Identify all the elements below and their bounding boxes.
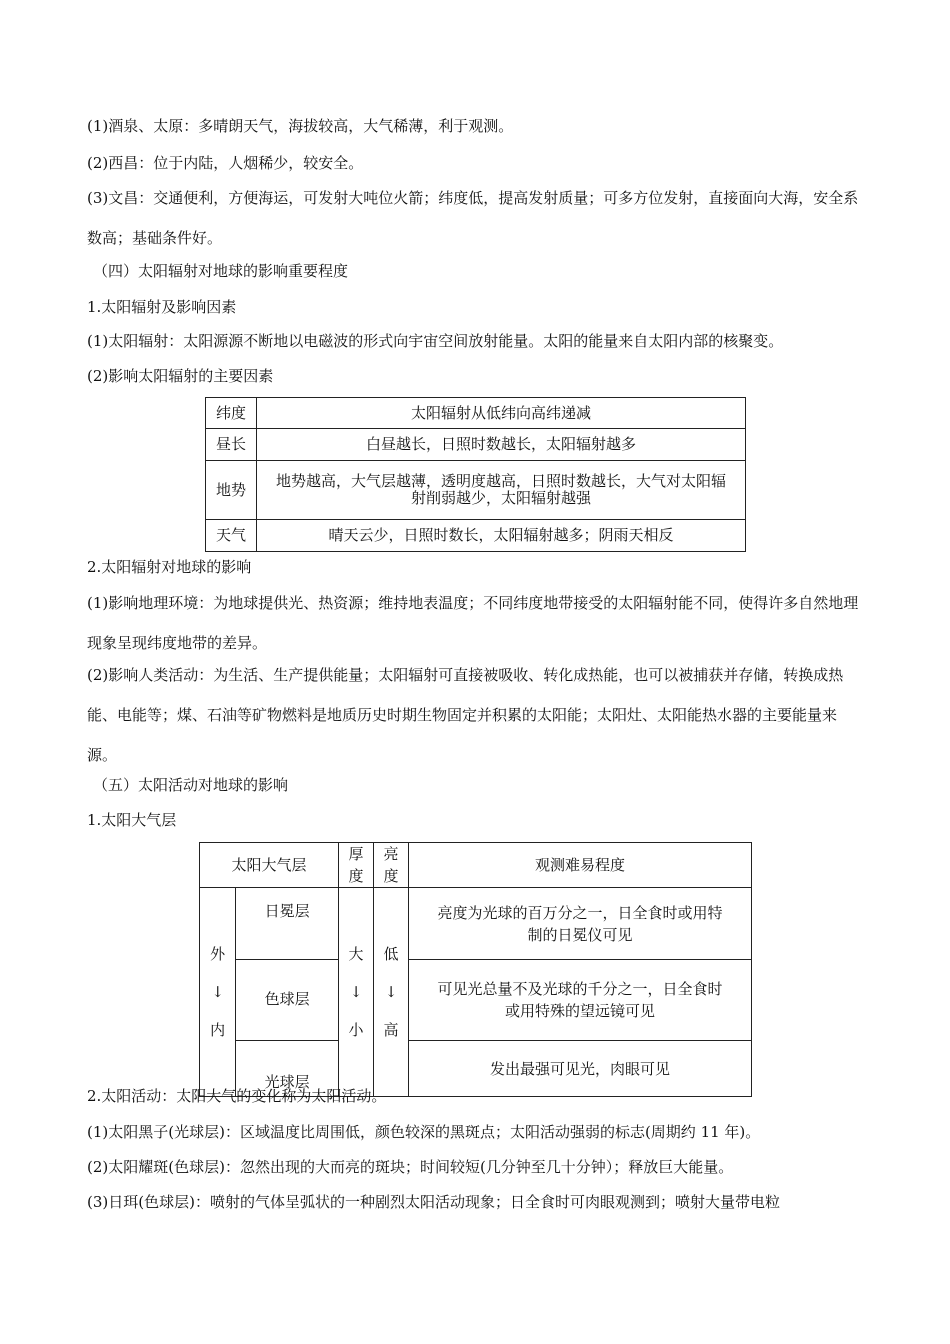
header-observation: 观测难易程度 (409, 843, 752, 888)
down-arrow-icon: ↓ (211, 983, 224, 1001)
table-row (200, 960, 752, 1041)
flare-text: (2)太阳耀斑(色球层)：忽然出现的大而亮的斑块；时间较短(几分钟至几十分钟）；释放巨大能量。 (87, 1158, 734, 1176)
section-4-heading: （四）太阳辐射对地球的影响重要程度 (93, 262, 349, 280)
table-row (206, 398, 746, 429)
thickness-small: 小 (348, 1021, 364, 1039)
para-jiuquan: (1)酒泉、太原：多晴朗天气，海拔较高，大气稀薄，利于观测。 (87, 117, 514, 135)
section-5-heading: （五）太阳活动对地球的影响 (93, 776, 289, 794)
header-brightness: 亮度 (374, 843, 409, 888)
radiation-heading: 1.太阳辐射及影响因素 (87, 298, 237, 316)
brightness-column (374, 888, 409, 1097)
direction-outer: 外 (210, 945, 226, 963)
brightness-high: 高 (383, 1021, 399, 1039)
layer-corona: 日冕层 (236, 888, 339, 960)
table-row (206, 429, 746, 461)
impact-geography: (1)影响地理环境：为地球提供光、热资源；维持地表温度；不同纬度地带接受的太阳辐射能不同，使得许多自然地理现象呈现纬度地带的差异。 (87, 594, 859, 652)
table-row (206, 520, 746, 552)
factor-value: 白昼越长，日照时数越长，太阳辐射越多 (257, 429, 746, 461)
header-thickness: 厚度 (339, 843, 374, 888)
table-header-row (200, 843, 752, 888)
factor-key: 昼长 (206, 429, 257, 461)
down-arrow-icon: ↓ (384, 983, 398, 1001)
para-wenchang: (3)文昌：交通便利，方便海运，可发射大吨位火箭；纬度低，提高发射质量；可多方位发射，直接面向大海，安全系数高；基础条件好。 (87, 189, 859, 247)
para-xichang: (2)西昌：位于内陆，人烟稀少，较安全。 (87, 154, 364, 172)
layer-chromosphere: 色球层 (236, 960, 339, 1041)
factor-value: 地势越高，大气层越薄，透明度越高，日照时数越长，大气对太阳辐射削弱越少，太阳辐射越强 (257, 461, 746, 520)
table-row (206, 461, 746, 520)
header-layer: 太阳大气层 (200, 843, 339, 888)
observation-chromosphere: 可见光总量不及光球的千分之一，日全食时或用特殊的望远镜可见 (409, 960, 752, 1041)
observation-corona: 亮度为光球的百万分之一，日全食时或用特制的日冕仪可见 (409, 888, 752, 960)
brightness-low: 低 (383, 945, 399, 963)
impact-human: (2)影响人类活动：为生活、生产提供能量；太阳辐射可直接被吸收、转化成热能，也可以被捕获并存储，转换成热能、电能等；煤、石油等矿物燃料是地质历史时期生物固定并积累的太阳能；太阳灶、太阳能热水器的主要能量来源。 (87, 666, 844, 764)
factor-key: 天气 (206, 520, 257, 552)
activity-heading: 2.太阳活动：太阳大气的变化称为太阳活动。 (87, 1087, 387, 1105)
down-arrow-icon: ↓ (349, 983, 363, 1001)
layer-photosphere: 光球层 (236, 1041, 339, 1097)
factor-value: 太阳辐射从低纬向高纬递减 (257, 398, 746, 429)
factor-key: 纬度 (206, 398, 257, 429)
radiation-definition: (1)太阳辐射：太阳源源不断地以电磁波的形式向宇宙空间放射能量。太阳的能量来自太阳内部的核聚变。 (87, 332, 784, 350)
prominence-text: (3)日珥(色球层)：喷射的气体呈弧状的一种剧烈太阳活动现象；日全食时可肉眼观测到；喷射大量带电粒 (87, 1193, 780, 1211)
factor-key: 地势 (206, 461, 257, 520)
impact-heading: 2.太阳辐射对地球的影响 (87, 558, 252, 576)
thickness-column (339, 888, 374, 1097)
observation-photosphere: 发出最强可见光，肉眼可见 (409, 1041, 752, 1097)
radiation-factors-table (205, 397, 746, 552)
sun-atmosphere-table (199, 842, 752, 1097)
sunspot-text: (1)太阳黑子(光球层)：区域温度比周围低，颜色较深的黑斑点；太阳活动强弱的标志(周期约 11 年)。 (87, 1123, 761, 1141)
radiation-factors-heading: (2)影响太阳辐射的主要因素 (87, 367, 274, 385)
atmosphere-heading: 1.太阳大气层 (87, 811, 177, 829)
table-row (200, 888, 752, 960)
direction-inner: 内 (210, 1021, 226, 1039)
direction-column (200, 888, 236, 1097)
factor-value: 晴天云少，日照时数长，太阳辐射越多；阴雨天相反 (257, 520, 746, 552)
thickness-large: 大 (348, 945, 364, 963)
